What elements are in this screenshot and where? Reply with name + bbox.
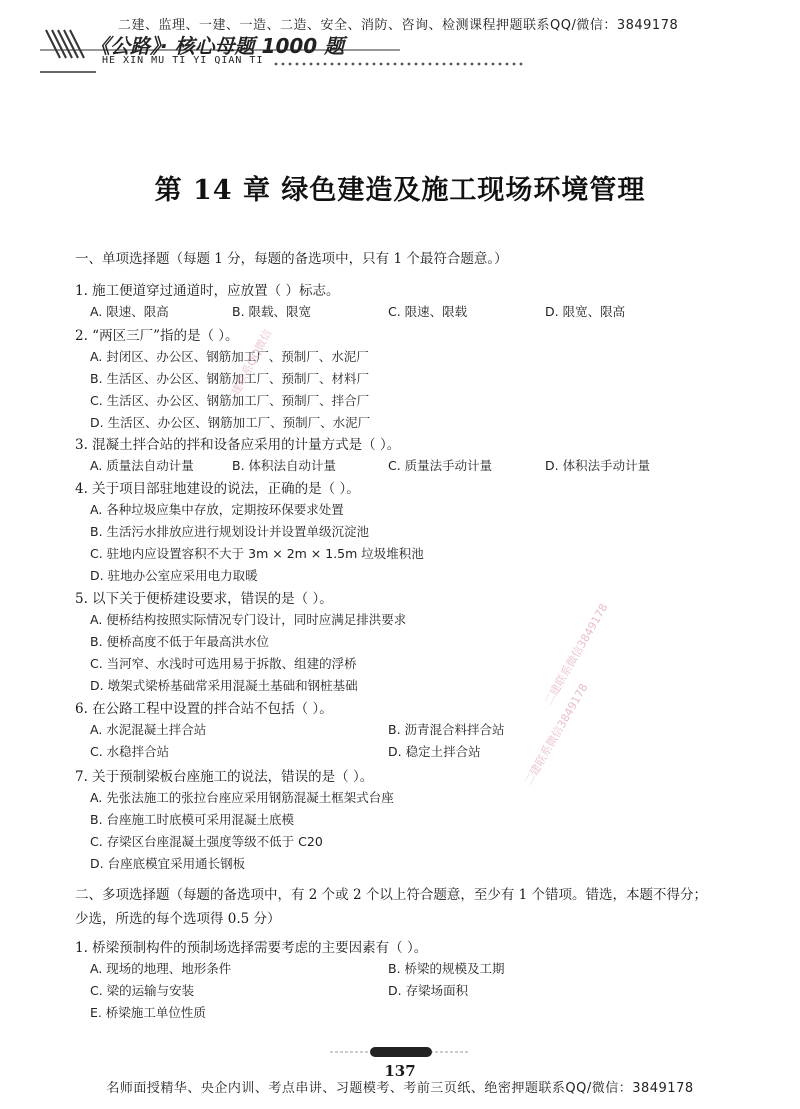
watermark: 二建联系QQ微信 [223,327,275,408]
question-7-stem: 7. 关于预制梁板台座施工的说法，错误的是（ ）。 [75,769,374,785]
mc-question-1-option-b: B. 桥梁的规模及工期 [388,961,505,976]
question-2-stem: 2. “两区三厂”指的是（ ）。 [75,328,239,344]
question-6-option-d: D. 稳定土拌合站 [388,744,481,759]
question-5-option-d: D. 墩架式梁桥基础常采用混凝土基础和钢桩基础 [90,678,358,693]
mc-question-1-option-a: A. 现场的地理、地形条件 [90,961,232,976]
chapter-title: 第 14 章 绿色建造及施工现场环境管理 [154,175,646,206]
promo-banner-top: 二建、监理、一建、一造、二造、安全、消防、咨询、检测课程押题联系QQ/微信：3849178 [118,18,679,33]
question-5-option-a: A. 便桥结构按照实际情况专门设计，同时应满足排洪要求 [90,612,407,627]
book-title-pinyin: HE XIN MU TI YI QIAN TI [102,55,264,66]
question-4-option-c: C. 驻地内应设置容积不大于 3m × 2m × 1.5m 垃圾堆积池 [90,546,424,561]
question-1-option-b: B. 限载、限宽 [232,304,312,319]
section-heading-single-choice: 一、单项选择题（每题 1 分，每题的备选项中，只有 1 个最符合题意。） [75,251,508,267]
question-1-option-a: A. 限速、限高 [90,304,169,319]
mc-question-1-stem: 1. 桥梁预制构件的预制场选择需要考虑的主要因素有（ ）。 [75,940,428,956]
book-title: 《公路》· 核心母题 1000 题 [90,34,345,58]
question-4-stem: 4. 关于项目部驻地建设的说法，正确的是（ ）。 [75,481,360,497]
watermark: 二建联系微信3849178 [521,681,591,788]
watermark: 二建联系微信3849178 [541,601,611,708]
question-6-option-c: C. 水稳拌合站 [90,744,170,759]
question-4-option-d: D. 驻地办公室应采用电力取暖 [90,568,258,583]
question-3-option-c: C. 质量法手动计量 [388,458,493,473]
question-7-option-b: B. 台座施工时底模可采用混凝土底模 [90,812,295,827]
question-1-stem: 1. 施工便道穿过通道时，应放置（ ）标志。 [75,283,340,299]
page-header [0,0,800,80]
section-heading-multiple-choice: 二、多项选择题（每题的备选项中，有 2 个或 2 个以上符合题意，至少有 1 个错项。错选，本题不得分； [75,887,708,903]
question-2-option-b: B. 生活区、办公区、钢筋加工厂、预制厂、材料厂 [90,371,370,386]
question-2-option-a: A. 封闭区、办公区、钢筋加工厂、预制厂、水泥厂 [90,349,369,364]
question-5-option-b: B. 便桥高度不低于年最高洪水位 [90,634,270,649]
section-heading-multiple-choice-cont: 少选，所选的每个选项得 0.5 分） [75,911,281,927]
question-3-stem: 3. 混凝土拌合站的拌和设备应采用的计量方式是（ ）。 [75,437,401,453]
question-7-option-d: D. 台座底模宜采用通长钢板 [90,856,246,871]
question-4-option-b: B. 生活污水排放应进行规划设计并设置单级沉淀池 [90,524,370,539]
question-1-option-d: D. 限宽、限高 [545,304,626,319]
promo-banner-bottom: 名师面授精华、央企内训、考点串讲、习题模考、考前三页纸、绝密押题联系QQ/微信：3849178 [106,1081,694,1096]
question-2-option-c: C. 生活区、办公区、钢筋加工厂、预制厂、拌合厂 [90,393,370,408]
question-2-option-d: D. 生活区、办公区、钢筋加工厂、预制厂、水泥厂 [90,415,371,430]
question-3-option-b: B. 体积法自动计量 [232,458,337,473]
question-6-option-b: B. 沥青混合料拌合站 [388,722,505,737]
question-4-option-a: A. 各种垃圾应集中存放，定期按环保要求处置 [90,502,344,517]
question-5-option-c: C. 当河窄、水浅时可选用易于拆散、组建的浮桥 [90,656,357,671]
question-7-option-a: A. 先张法施工的张拉台座应采用钢筋混凝土框架式台座 [90,790,394,805]
question-6-option-a: A. 水泥混凝土拌合站 [90,722,207,737]
question-6-stem: 6. 在公路工程中设置的拌合站不包括（ ）。 [75,701,333,717]
question-3-option-a: A. 质量法自动计量 [90,458,194,473]
question-5-stem: 5. 以下关于便桥建设要求，错误的是（ ）。 [75,591,333,607]
page-number: 137 [384,1062,416,1080]
mc-question-1-option-c: C. 梁的运输与安装 [90,983,195,998]
question-1-option-c: C. 限速、限载 [388,304,468,319]
question-7-option-c: C. 存梁区台座混凝土强度等级不低于 C20 [90,834,323,849]
mc-question-1-option-e: E. 桥梁施工单位性质 [90,1005,206,1020]
mc-question-1-option-d: D. 存梁场面积 [388,983,469,998]
question-3-option-d: D. 体积法手动计量 [545,458,651,473]
